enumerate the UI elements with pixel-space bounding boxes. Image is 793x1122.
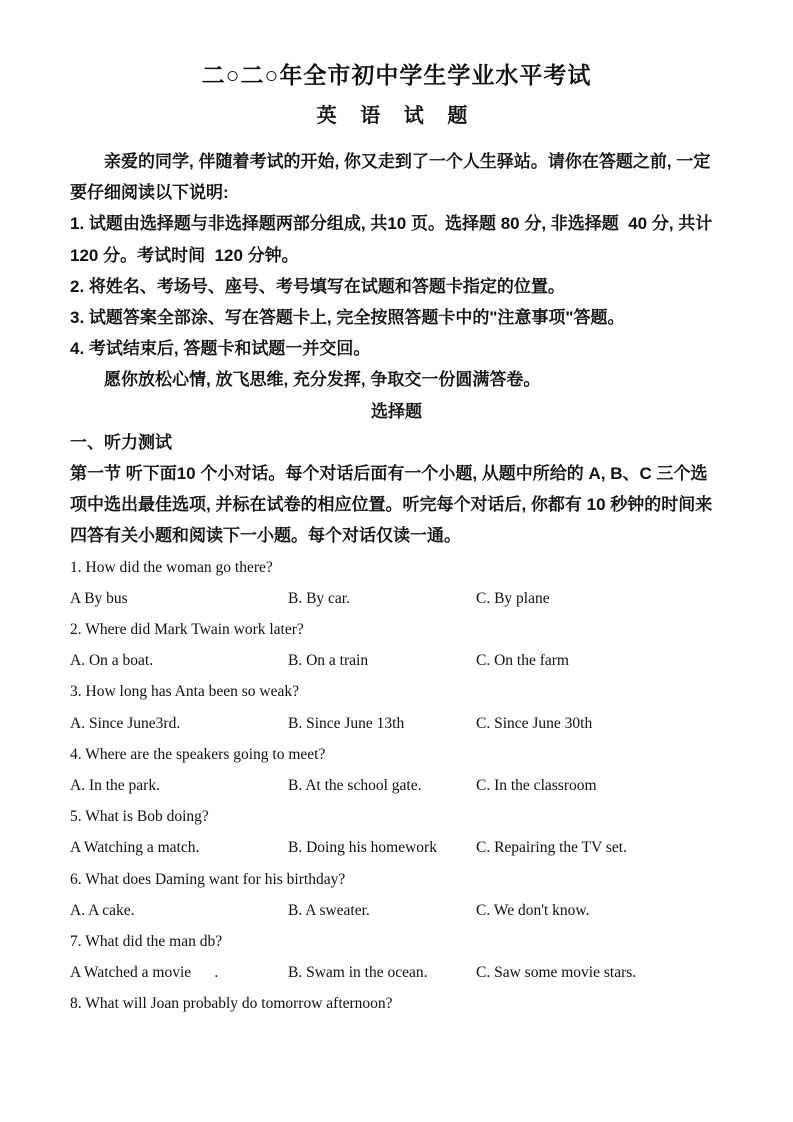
question-text: 4. Where are the speakers going to meet? [70,745,326,763]
option-c: C. By plane [476,589,550,607]
wish-paragraph: 愿你放松心情, 放飞思维, 充分发挥, 争取交一份圆满答卷。 [104,370,541,390]
question-block-1 [70,552,723,614]
option-b: B. By car. [288,589,350,607]
section-label: 选择题 [371,401,422,421]
option-b: B. A sweater. [288,901,370,919]
option-c: C. We don't know. [476,901,590,919]
options-row [70,645,723,676]
question-block-7 [70,926,723,988]
options-row [70,957,723,988]
instruction-note-2: 2. 将姓名、考场号、座号、考号填写在试题和答题卡指定的位置。 [70,276,565,296]
option-b: B. At the school gate. [288,777,422,795]
exam-subtitle: 英 语 试 题 [316,105,477,127]
listening-instructions: 第一节 听下面10 个小对话。每个对话后面有一个小题, 从题中所给的 A, B、C 三个选项中选出最佳选项, 并标在试卷的相应位置。听完每个对话后, 你都有 10 秒钟的时间来四答有关小题和阅读下一小题。每个对话仅读一通。 [70,464,713,546]
listening-heading: 一、听力测试 [70,432,172,452]
option-c: C. In the classroom [476,777,597,795]
greeting-paragraph: 亲爱的同学, 伴随着考试的开始, 你又走到了一个人生驿站。请你在答题之前, 一定要仔细阅读以下说明: [70,152,711,203]
option-a: A. Since June3rd. [70,714,181,732]
option-b: B. Doing his homework [288,839,437,857]
options-row [70,770,723,801]
option-a: A Watched a movie . [70,964,219,982]
options-row [70,895,723,926]
question-text: 8. What will Joan probably do tomorrow afternoon? [70,995,393,1013]
option-b: B. On a train [288,652,369,670]
question-block-3 [70,676,723,738]
instruction-note-4: 4. 考试结束后, 答题卡和试题一并交回。 [70,339,371,359]
question-block-4 [70,739,723,801]
question-text: 6. What does Daming want for his birthday? [70,870,346,888]
question-text: 5. What is Bob doing? [70,808,209,826]
option-a: A. On a boat. [70,652,154,670]
option-a: A. A cake. [70,901,135,919]
instruction-note-1: 1. 试题由选择题与非选择题两部分组成, 共10 页。选择题 80 分, 非选择题 40 分, 共计 120 分。考试时间 120 分钟。 [70,214,718,265]
option-c: C. On the farm [476,652,569,670]
option-b: B. Since June 13th [288,714,405,732]
option-a: A. In the park. [70,777,160,795]
question-block-2 [70,614,723,676]
exam-title: 二○二○年全市初中学生学业水平考试 [201,62,592,88]
question-block-8 [70,988,723,1019]
question-text: 7. What did the man db? [70,933,223,951]
options-row [70,708,723,739]
option-c: C. Since June 30th [476,714,593,732]
option-b: B. Swam in the ocean. [288,964,428,982]
options-row [70,832,723,863]
instruction-note-3: 3. 试题答案全部涂、写在答题卡上, 完全按照答题卡中的"注意事项"答题。 [70,308,625,328]
option-c: C. Repairing the TV set. [476,839,627,857]
exam-body [70,146,723,1020]
question-block-5 [70,801,723,863]
options-row [70,583,723,614]
question-text: 1. How did the woman go there? [70,558,273,576]
option-a: A Watching a match. [70,839,200,857]
option-c: C. Saw some movie stars. [476,964,637,982]
question-block-6 [70,864,723,926]
question-text: 3. How long has Anta been so weak? [70,683,300,701]
question-text: 2. Where did Mark Twain work later? [70,621,304,639]
option-a: A By bus [70,589,128,607]
